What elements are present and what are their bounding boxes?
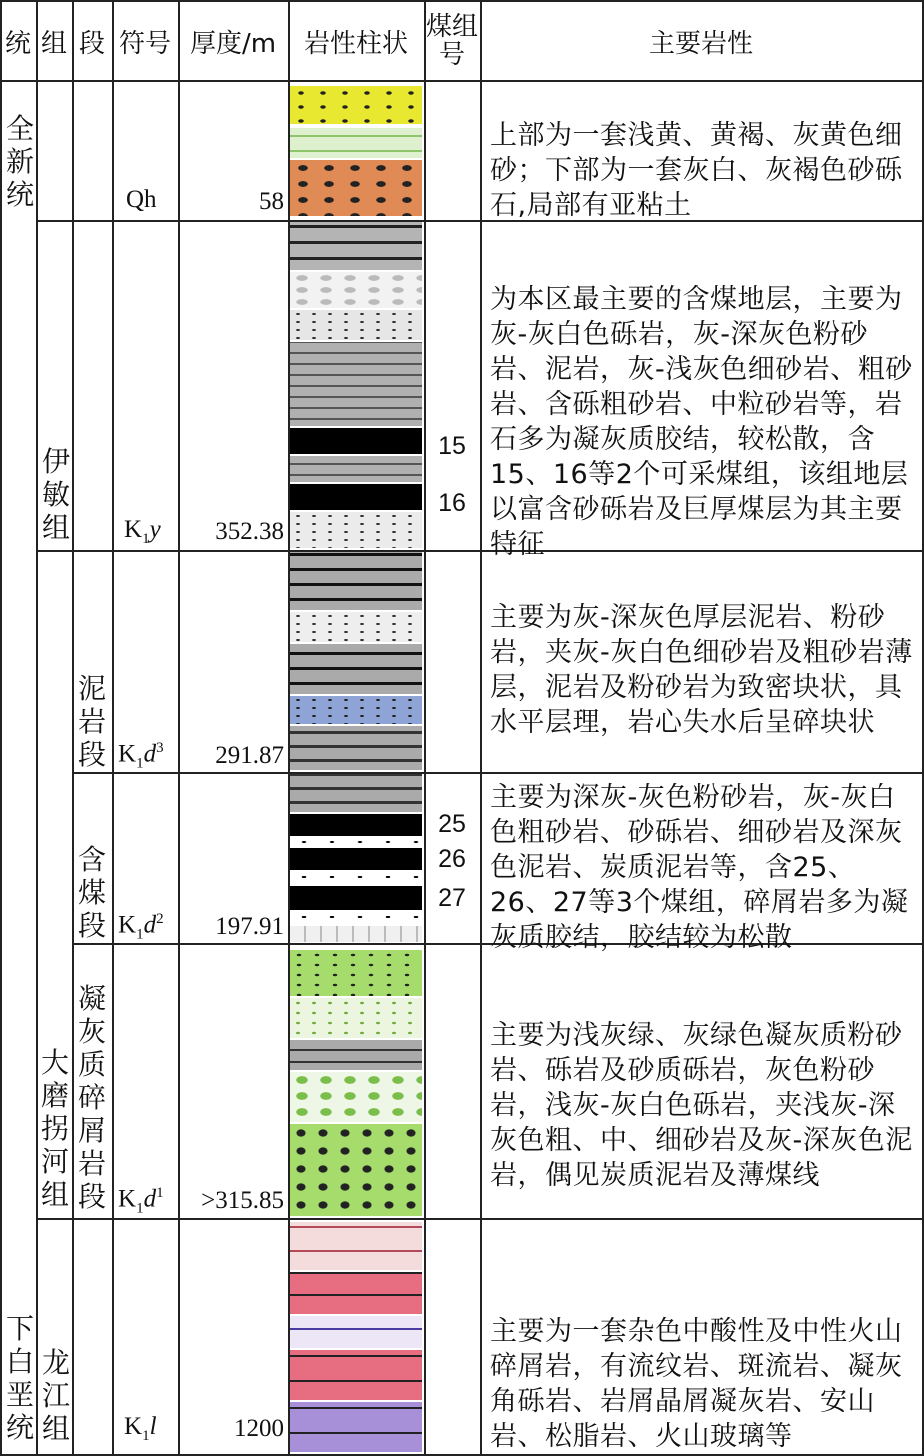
- band-siltstone-d: [290, 774, 422, 812]
- band-conglomerate-light: [290, 272, 422, 308]
- header-column: 岩性柱状: [303, 28, 408, 59]
- coal-group-27: 27: [438, 884, 466, 912]
- band-gravel-dots-b: [290, 870, 422, 884]
- band-conglomerate-green: [290, 1072, 422, 1122]
- band-volcanic-pink-b: [290, 1350, 422, 1400]
- desc-yimin: 为本区最主要的含煤地层，主要为灰-灰白色砾岩，灰-深灰色粉砂岩、泥岩，灰-浅灰色细砂岩、粗砂岩、含砾粗砂岩、中粒砂岩等，岩石多为凝灰质胶结，较松散，含15、16等2个可采煤组，该组地层以富含砂砾岩及巨厚煤层为其主要特征: [490, 284, 913, 560]
- symbol-yimin-main: K: [124, 516, 143, 543]
- band-tuff-siltstone: [290, 950, 422, 996]
- symbol-d1-main: K: [118, 1185, 137, 1213]
- desc-d1: 主要为浅灰绿、灰绿色凝灰质粉砂岩、砾岩及砂质砾岩，灰色粉砂岩，浅灰-灰白色砾岩，夹浅灰-深灰色粗、中、细砂岩及灰-深灰色泥岩，偶见炭质泥岩及薄煤线: [490, 1020, 913, 1191]
- band-coal-26: [290, 848, 422, 870]
- symbol-d2-sup: 2: [156, 911, 164, 927]
- symbol-d3-sub: 1: [136, 755, 144, 772]
- band-mudstone-e: [290, 726, 422, 770]
- desc-d2: 主要为深灰-灰色粉砂岩，灰-灰白色粗砂岩、砂砾岩、细砂岩及深灰色泥岩、炭质泥岩等，含25、26、27等3个煤组，碎屑岩多为凝灰质胶结，胶结较为松散: [490, 782, 909, 953]
- band-siltstone-blue: [290, 696, 422, 724]
- band-volcanic-pale-pink: [290, 1222, 422, 1270]
- band-volcanic-purple: [290, 1402, 422, 1452]
- desc-holocene: 上部为一套浅黄、黄褐、灰黄色细砂；下部为一套灰白、灰褐色砂砾石,局部有亚粘土: [490, 120, 903, 221]
- member-mudstone: 泥岩段: [77, 672, 106, 771]
- band-coal-16: [290, 484, 422, 510]
- header-symbol: 符号: [118, 28, 171, 59]
- desc-longjiang: 主要为一套杂色中酸性及中性火山碎屑岩，有流纹岩、斑流岩、凝灰角砾岩、岩屑晶屑凝灰岩、安山岩、松脂岩、火山玻璃等: [490, 1316, 903, 1452]
- coal-group-15: 15: [438, 432, 466, 460]
- system-holocene: 全新统: [5, 112, 34, 211]
- band-sandstone-pale: [290, 926, 422, 942]
- symbol-longjiang-sub: 1: [142, 1428, 150, 1444]
- symbol-yimin: [124, 516, 161, 548]
- symbol-d1-suffix: d: [143, 1185, 157, 1213]
- header-coal-group-line2: 号: [438, 40, 465, 70]
- group-yimin: 伊敏组: [41, 445, 70, 544]
- symbol-d2: [118, 911, 164, 943]
- header-lithology: 主要岩性: [648, 28, 753, 59]
- desc-d3: 主要为灰-深灰色厚层泥岩、粉砂岩，夹灰-灰白色细砂岩及粗砂岩薄层，泥岩及粉砂岩为致密块状，具水平层理，岩心失水后呈碎块状: [490, 602, 913, 738]
- thickness-d3: 291.87: [215, 742, 284, 769]
- header-thickness: 厚度/m: [189, 28, 277, 59]
- band-coarse-sandstone: [290, 310, 422, 340]
- thickness-yimin: 352.38: [215, 518, 284, 545]
- band-gravel-dots-a: [290, 836, 422, 848]
- thickness-d1: >315.85: [201, 1187, 284, 1214]
- header-member: 段: [78, 28, 105, 59]
- symbol-d3: [118, 740, 164, 772]
- symbol-yimin-sub: 1: [142, 531, 150, 547]
- header-system: 统: [4, 28, 31, 59]
- band-tuff-conglomerate: [290, 1124, 422, 1216]
- band-fine-sand: [290, 86, 422, 124]
- header-coal-group-line1: 煤组: [425, 12, 478, 42]
- symbol-d3-sup: 3: [156, 740, 164, 756]
- band-volcanic-lilac: [290, 1316, 422, 1348]
- band-coal-25: [290, 814, 422, 836]
- coal-group-26: 26: [438, 845, 466, 873]
- band-coal-27: [290, 886, 422, 910]
- symbol-d3-suffix: d: [143, 740, 157, 768]
- symbol-longjiang-main: K: [124, 1413, 143, 1440]
- symbol-yimin-suffix: y: [149, 516, 161, 543]
- band-sandy-gravel: [290, 160, 422, 216]
- header-coal-group: [424, 2, 480, 80]
- system-lower-cretaceous: 下白垩统: [5, 1312, 34, 1444]
- band-tuff-pale: [290, 998, 422, 1038]
- member-tuffaceous-clastic: 凝灰质碎屑岩段: [77, 982, 106, 1213]
- band-siltstone-b: [290, 456, 422, 482]
- thickness-d2: 197.91: [215, 913, 284, 940]
- band-mudstone-dark: [290, 552, 422, 610]
- symbol-d2-suffix: d: [143, 911, 157, 939]
- group-longjiang: 龙江组: [41, 1346, 70, 1445]
- band-gray-siltstone: [290, 1040, 422, 1070]
- symbol-d1-sub: 1: [136, 1200, 144, 1217]
- coal-group-16: 16: [438, 489, 466, 517]
- group-damoguaihe: 大磨拐河组: [40, 1046, 69, 1211]
- band-volcanic-pink: [290, 1272, 422, 1314]
- symbol-d2-sub: 1: [136, 926, 144, 943]
- symbol-longjiang: [124, 1413, 157, 1445]
- header-group: 组: [40, 28, 67, 59]
- band-fine-sandstone: [290, 612, 422, 642]
- band-sandstone-light: [290, 512, 422, 548]
- lithology-column: [290, 0, 424, 1456]
- band-coal-15: [290, 428, 422, 454]
- thickness-longjiang: 1200: [234, 1415, 284, 1442]
- member-coal-bearing: 含煤段: [77, 843, 106, 942]
- symbol-d2-main: K: [118, 911, 137, 939]
- band-gravel-dots-c: [290, 910, 422, 924]
- band-siltstone-c: [290, 644, 422, 694]
- symbol-holocene: Qh: [126, 186, 157, 213]
- coal-group-25: 25: [438, 810, 466, 838]
- band-silty-clay: [290, 128, 422, 158]
- symbol-d1-sup: 1: [156, 1185, 164, 1201]
- band-mudstone-gray: [290, 222, 422, 270]
- symbol-longjiang-suffix: l: [149, 1413, 157, 1440]
- symbol-d1: [118, 1185, 164, 1217]
- band-siltstone: [290, 342, 422, 426]
- thickness-holocene: 58: [259, 188, 284, 215]
- symbol-d3-main: K: [118, 740, 137, 768]
